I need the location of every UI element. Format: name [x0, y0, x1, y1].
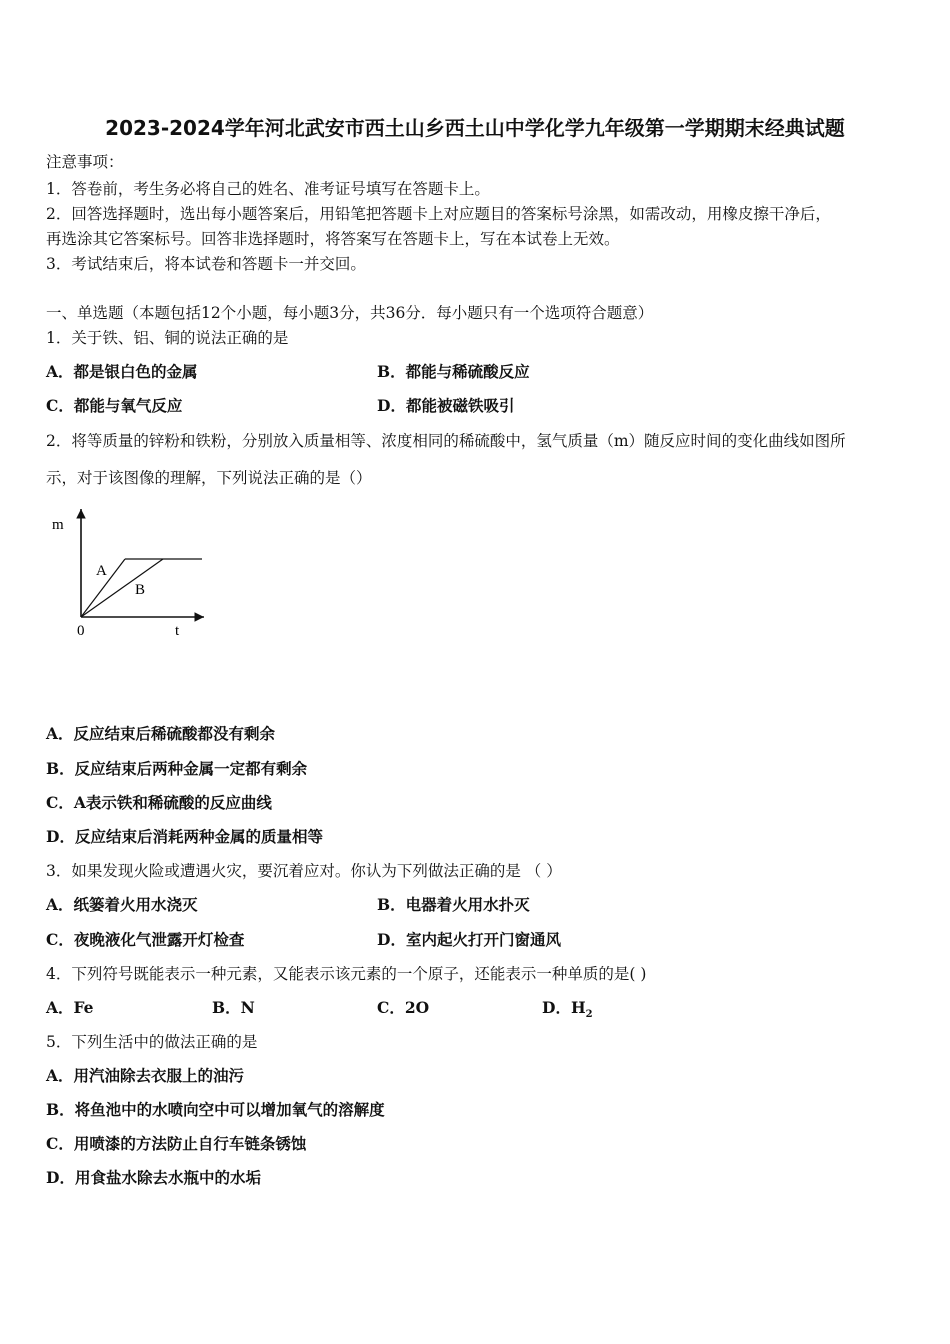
question-3-stem: 3．如果发现火险或遭遇火灾，要沉着应对。你认为下列做法正确的是 （ ）: [46, 862, 562, 880]
question-2-stem: 2．将等质量的锌粉和铁粉，分别放入质量相等、浓度相同的稀硫酸中，氢气质量（m）随反应时间的变化曲线如图所: [46, 432, 846, 450]
curve-b-label: B: [135, 582, 146, 598]
question-5-option-d: D．用食盐水除去水瓶中的水垢: [46, 1168, 261, 1187]
notice-item: 3．考试结束后，将本试卷和答题卡一并交回。: [46, 255, 366, 273]
question-4-stem: 4．下列符号既能表示一种元素，又能表示该元素的一个原子，还能表示一种单质的是( ): [46, 965, 647, 983]
question-3-option-c: C．夜晚液化气泄露开灯检查: [46, 930, 245, 949]
question-2-option-c: C．A表示铁和稀硫酸的反应曲线: [46, 793, 272, 812]
question-4-option-c: C．2O: [377, 998, 430, 1017]
question-1-option-b: B．都能与稀硫酸反应: [377, 362, 530, 381]
notice-item: 2．回答选择题时，选出每小题答案后，用铅笔把答题卡上对应题目的答案标号涂黑，如需改动，用橡皮擦干净后，: [46, 205, 831, 223]
question-4-option-a: A．Fe: [46, 998, 94, 1017]
question-2-option-a: A．反应结束后稀硫酸都没有剩余: [46, 724, 276, 743]
question-5-option-b: B．将鱼池中的水喷向空中可以增加氧气的溶解度: [46, 1100, 385, 1119]
subscript: 2: [585, 1009, 593, 1021]
question-4-option-d: [542, 996, 593, 1020]
notice-item: 再选涂其它答案标号。回答非选择题时，将答案写在答题卡上，写在本试卷上无效。: [46, 230, 620, 248]
question-2-stem-cont: 示，对于该图像的理解，下列说法正确的是（）: [46, 469, 372, 487]
notice-item: 1．答卷前，考生务必将自己的姓名、准考证号填写在答题卡上。: [46, 180, 490, 198]
question-3-option-d: D．室内起火打开门窗通风: [377, 930, 561, 949]
question-4-option-b: B．N: [212, 998, 255, 1017]
question-3-option-b: B．电器着火用水扑灭: [377, 895, 530, 914]
notice-heading: 注意事项：: [46, 153, 124, 171]
reaction-graph: [46, 500, 226, 645]
question-3-option-a: A．纸篓着火用水浇灭: [46, 895, 198, 914]
page-title: 2023-2024学年河北武安市西土山乡西土山中学化学九年级第一学期期末经典试题: [105, 116, 845, 140]
question-5-option-c: C．用喷漆的方法防止自行车链条锈蚀: [46, 1134, 307, 1153]
question-1-option-d: D．都能被磁铁吸引: [377, 396, 515, 415]
question-2-option-d: D．反应结束后消耗两种金属的质量相等: [46, 827, 323, 846]
section-heading: 一、单选题（本题包括12个小题，每小题3分，共36分．每小题只有一个选项符合题意）: [46, 304, 654, 322]
question-1-option-a: A．都是银白色的金属: [46, 362, 198, 381]
y-axis-label: m: [52, 517, 64, 533]
question-1-option-c: C．都能与氧气反应: [46, 396, 183, 415]
question-5-option-a: A．用汽油除去衣服上的油污: [46, 1066, 245, 1085]
curve-b-rise: [81, 559, 163, 617]
option-d-text: D．H: [542, 998, 586, 1017]
question-2-option-b: B．反应结束后两种金属一定都有剩余: [46, 759, 308, 778]
x-axis-label: t: [175, 623, 180, 639]
curve-a-label: A: [96, 563, 107, 579]
question-5-stem: 5．下列生活中的做法正确的是: [46, 1033, 258, 1051]
question-1-stem: 1．关于铁、铝、铜的说法正确的是: [46, 329, 289, 347]
origin-label: 0: [77, 623, 85, 639]
